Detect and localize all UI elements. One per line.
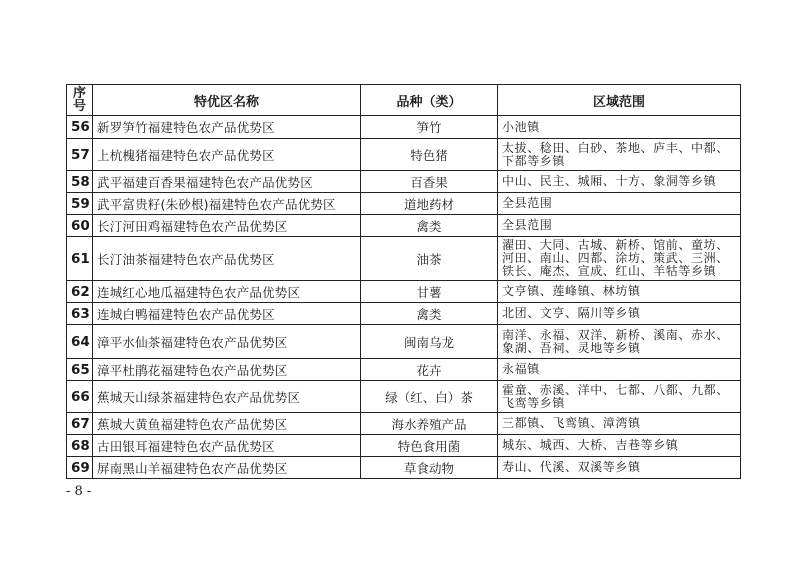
table-row (67, 381, 741, 413)
row-scope: 寿山、代溪、双溪等乡镇 (498, 457, 741, 479)
row-num: 69 (67, 457, 93, 479)
page-number: - 8 - (66, 484, 92, 499)
row-name: 新罗笋竹福建特色农产品优势区 (93, 116, 361, 139)
row-scope: 三都镇、飞鸾镇、漳湾镇 (498, 413, 741, 435)
table-row (67, 237, 741, 281)
row-name: 长汀油茶福建特色农产品优势区 (93, 237, 361, 281)
row-name: 长汀河田鸡福建特色农产品优势区 (93, 215, 361, 237)
row-num: 59 (67, 193, 93, 215)
row-variety: 绿（红、白）茶 (361, 381, 498, 413)
table-row (67, 435, 741, 457)
table-row (67, 303, 741, 325)
row-scope: 文亨镇、莲峰镇、林坊镇 (498, 281, 741, 303)
row-num: 63 (67, 303, 93, 325)
row-scope: 全县范围 (498, 215, 741, 237)
row-num: 64 (67, 325, 93, 359)
row-scope: 中山、民主、城厢、十方、象洞等乡镇 (498, 171, 741, 193)
row-num: 68 (67, 435, 93, 457)
row-variety: 甘薯 (361, 281, 498, 303)
row-num: 56 (67, 116, 93, 139)
header-name: 特优区名称 (93, 85, 361, 116)
row-num: 66 (67, 381, 93, 413)
row-scope: 城东、城西、大桥、吉巷等乡镇 (498, 435, 741, 457)
row-variety: 笋竹 (361, 116, 498, 139)
row-num: 62 (67, 281, 93, 303)
row-num: 61 (67, 237, 93, 281)
row-variety: 海水养殖产品 (361, 413, 498, 435)
row-scope: 北团、文亨、隔川等乡镇 (498, 303, 741, 325)
header-variety: 品种（类） (361, 85, 498, 116)
row-name: 屏南黑山羊福建特色农产品优势区 (93, 457, 361, 479)
row-name: 武平富贵籽(朱砂根)福建特色农产品优势区 (93, 193, 361, 215)
header-num: 序号 (67, 85, 93, 116)
row-name: 漳平杜鹃花福建特色农产品优势区 (93, 359, 361, 381)
row-num: 60 (67, 215, 93, 237)
table-row (67, 171, 741, 193)
row-variety: 禽类 (361, 303, 498, 325)
row-scope: 全县范围 (498, 193, 741, 215)
row-variety: 道地药材 (361, 193, 498, 215)
row-name: 连城红心地瓜福建特色农产品优势区 (93, 281, 361, 303)
table-row (67, 116, 741, 139)
table-row (67, 139, 741, 171)
table-row (67, 325, 741, 359)
table-row (67, 413, 741, 435)
row-num: 65 (67, 359, 93, 381)
row-variety: 特色猪 (361, 139, 498, 171)
row-name: 上杭槐猪福建特色农产品优势区 (93, 139, 361, 171)
row-num: 58 (67, 171, 93, 193)
row-scope: 永福镇 (498, 359, 741, 381)
table-row (67, 281, 741, 303)
row-scope: 南洋、永福、双洋、新桥、溪南、赤水、象湖、吾祠、灵地等乡镇 (498, 325, 741, 359)
row-variety: 禽类 (361, 215, 498, 237)
row-num: 57 (67, 139, 93, 171)
row-variety: 特色食用菌 (361, 435, 498, 457)
row-name: 漳平水仙茶福建特色农产品优势区 (93, 325, 361, 359)
row-variety: 草食动物 (361, 457, 498, 479)
row-name: 蕉城天山绿茶福建特色农产品优势区 (93, 381, 361, 413)
row-name: 蕉城大黄鱼福建特色农产品优势区 (93, 413, 361, 435)
row-variety: 花卉 (361, 359, 498, 381)
row-scope: 霍童、赤溪、洋中、七都、八都、九都、飞鸾等乡镇 (498, 381, 741, 413)
table-row (67, 457, 741, 479)
header-scope: 区域范围 (498, 85, 741, 116)
table-header-row (67, 85, 741, 116)
table-row (67, 359, 741, 381)
row-scope: 小池镇 (498, 116, 741, 139)
row-name: 古田银耳福建特色农产品优势区 (93, 435, 361, 457)
row-name: 连城白鸭福建特色农产品优势区 (93, 303, 361, 325)
row-scope: 太拔、稔田、白砂、茶地、庐丰、中都、下都等乡镇 (498, 139, 741, 171)
row-variety: 百香果 (361, 171, 498, 193)
row-variety: 闽南乌龙 (361, 325, 498, 359)
row-name: 武平福建百香果福建特色农产品优势区 (93, 171, 361, 193)
table-row (67, 215, 741, 237)
table-row (67, 193, 741, 215)
region-table (66, 84, 741, 479)
row-num: 67 (67, 413, 93, 435)
row-variety: 油茶 (361, 237, 498, 281)
row-scope: 濯田、大同、古城、新桥、馆前、童坊、河田、南山、四都、涂坊、策武、三洲、铁长、庵杰、宣成、红山、羊牯等乡镇 (498, 237, 741, 281)
